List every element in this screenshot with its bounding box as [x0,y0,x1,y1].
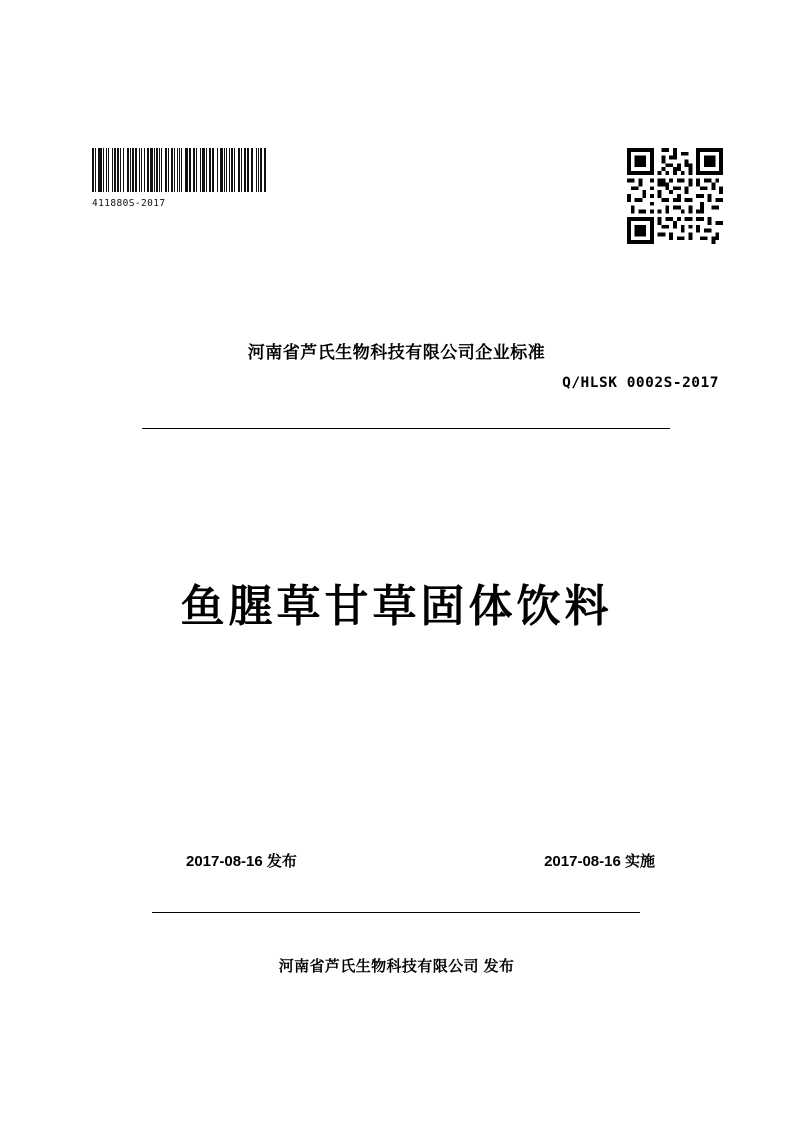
barcode-bar [193,148,195,192]
barcode-bar [165,148,168,192]
barcode-bar [92,148,94,192]
barcode-bar [177,148,178,192]
barcode-bar [95,148,96,192]
date-row [150,850,673,871]
barcode-bar [114,148,116,192]
barcode-bar [159,148,160,192]
barcode-bar [224,148,226,192]
barcode-bar [154,148,155,192]
standard-title: 河南省芦氏生物科技有限公司企业标准 [247,343,546,362]
barcode-bar [117,148,120,192]
barcode-bar [212,148,213,192]
barcode-bar [174,148,175,192]
barcode-bar [231,148,233,192]
barcode-bar [260,148,263,192]
barcode-bar [196,148,197,192]
barcode-bar [98,148,99,192]
barcode-bar [247,148,248,192]
barcode-bar [209,148,211,192]
barcode-bar [181,148,182,192]
barcode-bar [99,148,102,192]
barcode-bar [190,148,191,192]
barcode-bar [135,148,137,192]
barcode-bar [127,148,129,192]
barcode-bar [168,148,169,192]
barcode-bar [120,148,121,192]
barcode-bar [234,148,235,192]
barcode-bar [185,148,188,192]
barcode-bar [171,148,173,192]
barcode-bar [108,148,109,192]
barcode-bar [256,148,257,192]
barcode-bar [161,148,162,192]
barcode-bar [130,148,131,192]
barcode-bar [103,148,104,192]
barcode-bar [202,148,205,192]
product-title: 鱼腥草甘草固体饮料 [180,582,613,631]
barcode-bar [264,148,266,192]
barcode-bar [258,148,259,192]
barcode-bar [206,148,207,192]
barcode-bar [189,148,190,192]
barcode-bar [244,148,246,192]
barcode-bar [238,148,241,192]
barcode-bar [179,148,181,192]
barcode-block [92,148,267,209]
barcode-bar [213,148,214,192]
barcode-bar [147,148,149,192]
barcode-bar [106,148,108,192]
barcode-bar [150,148,153,192]
bottom-divider [152,912,640,913]
barcode-bar [112,148,113,192]
barcode-bar [248,148,249,192]
barcode-bar [229,148,230,192]
standard-code: Q/HLSK 0002S-2017 [562,375,719,391]
barcode-icon [92,148,267,192]
barcode-bar [200,148,202,192]
barcode-bar [220,148,223,192]
barcode-bar [217,148,218,192]
issue-date: 2017-08-16 发布 [186,853,297,870]
barcode-bar [144,148,145,192]
barcode-bar [141,148,142,192]
publisher: 河南省芦氏生物科技有限公司 发布 [278,958,515,975]
barcode-bar [123,148,124,192]
barcode-bar [139,148,140,192]
barcode-bar [241,148,242,192]
qr-code-svg [627,148,723,244]
barcode-bar [132,148,135,192]
barcode-bar [251,148,253,192]
barcode-bar [226,148,227,192]
top-divider [142,428,670,429]
barcode-number: 411880S-2017 [92,198,166,209]
barcode-bar [156,148,158,192]
qr-code-icon [627,148,723,244]
effective-date: 2017-08-16 实施 [544,853,655,870]
